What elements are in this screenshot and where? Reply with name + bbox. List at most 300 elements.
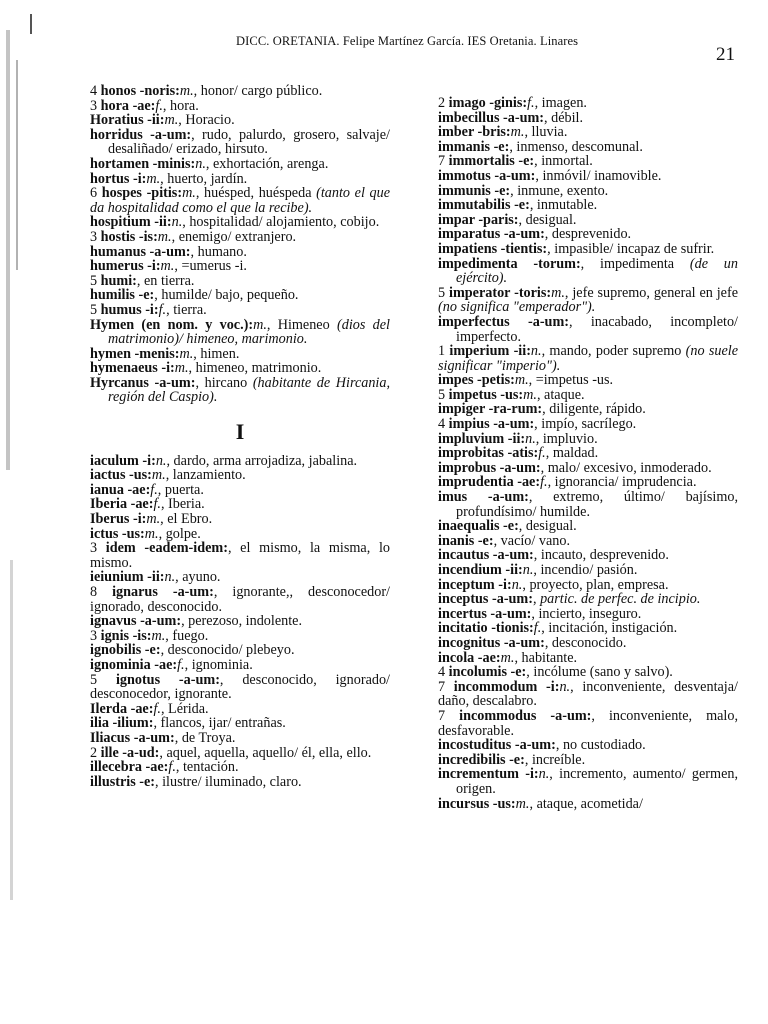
entry-lemma: impiger -ra-rum:	[438, 401, 543, 418]
frequency-number: 4	[438, 416, 446, 433]
entry-definition: , Lérida.	[160, 700, 209, 717]
entry-lemma: illecebra -ae:	[90, 759, 169, 776]
frequency-number: 2	[438, 95, 446, 111]
dictionary-entry	[438, 738, 738, 753]
entry-lemma: hortamen -minis:	[90, 155, 196, 172]
entry-lemma: ieiunium -ii:	[90, 569, 165, 586]
scan-mark	[10, 560, 13, 900]
dictionary-entry	[438, 490, 738, 519]
entry-definition: , desconocido.	[544, 634, 627, 651]
dictionary-entry	[438, 227, 738, 242]
entry-definition: , huésped, huéspeda	[195, 185, 312, 202]
dictionary-entry	[438, 111, 738, 126]
dictionary-entry	[438, 286, 738, 315]
dictionary-entry	[438, 402, 738, 417]
dictionary-entry	[90, 274, 390, 289]
frequency-number: 7	[438, 707, 446, 724]
entry-definition: , hospitalidad/ alojamiento, cobijo.	[182, 214, 380, 231]
entry-lemma: imus -a-um:	[438, 489, 529, 506]
entry-lemma: hostis -is:	[100, 228, 158, 245]
entry-definition: , desigual.	[518, 211, 577, 228]
entry-lemma: immutabilis -e:	[438, 197, 530, 214]
entry-definition: , ataque.	[536, 386, 585, 403]
entry-lemma: humus -i:	[100, 301, 159, 318]
entry-lemma: Iliacus -a-um:	[90, 729, 175, 746]
frequency-number: 7	[438, 678, 446, 695]
entry-definition: , débil.	[544, 109, 584, 126]
dictionary-entry	[90, 614, 390, 629]
entry-definition: , diligente, rápido.	[542, 401, 646, 418]
entry-lemma: incautus -a-um:	[438, 547, 534, 564]
dictionary-entry	[90, 245, 390, 260]
dictionary-entry	[90, 347, 390, 362]
dictionary-entry	[90, 186, 390, 215]
entry-definition: , impedimenta	[580, 255, 675, 272]
entry-lemma: impius -a-um:	[448, 416, 535, 433]
entry-lemma: improbus -a-um:	[438, 459, 541, 476]
entry-lemma: ilia -ilium:	[90, 715, 154, 732]
entry-definition: , himen.	[193, 345, 240, 362]
entry-lemma: inceptum -i:	[438, 576, 512, 593]
dictionary-entry	[90, 527, 390, 542]
frequency-number: 3	[90, 97, 98, 114]
dictionary-entry	[90, 454, 390, 469]
entry-note: (no significa "emperador").	[438, 299, 596, 316]
entry-lemma: humilis -e:	[90, 287, 155, 304]
entry-definition: , ignominia.	[184, 656, 253, 673]
grammar-label: f.	[540, 474, 548, 491]
entry-definition: , incierto, inseguro.	[531, 605, 642, 622]
entry-definition: , de Troya.	[174, 729, 236, 746]
entry-lemma: immotus -a-um:	[438, 167, 536, 184]
entry-definition: , vacío/ vano.	[493, 532, 571, 549]
entries-h	[90, 84, 390, 405]
dictionary-entry	[90, 230, 390, 245]
dictionary-entry	[90, 318, 390, 347]
entry-definition: , enemigo/ extranjero.	[171, 228, 297, 245]
grammar-label: n.	[155, 452, 167, 469]
grammar-label: n.	[171, 214, 183, 231]
entry-definition: , =impetus -us.	[528, 372, 614, 389]
entry-definition: , incitación, instigación.	[541, 620, 678, 637]
grammar-label: n.	[538, 766, 550, 783]
grammar-label: n.	[530, 343, 542, 360]
entry-lemma: ictus -us:	[90, 525, 145, 542]
dictionary-entry	[438, 621, 738, 636]
dictionary-entry	[438, 797, 738, 812]
frequency-number: 3	[90, 627, 98, 644]
entry-lemma: impes -petis:	[438, 372, 515, 389]
grammar-label: m.	[514, 372, 529, 389]
entry-definition: , fuego.	[165, 627, 209, 644]
entry-definition: , inconveniente, desventaja/ daño, descalabro.	[438, 678, 738, 710]
dictionary-entry	[90, 157, 390, 172]
grammar-label: m.	[179, 83, 194, 99]
entry-lemma: hospes -pitis:	[101, 185, 183, 202]
grammar-label: f.	[158, 301, 167, 318]
entry-lemma: Horatius -ii:	[90, 112, 165, 129]
grammar-label: m.	[157, 228, 172, 245]
grammar-label: m.	[523, 386, 537, 403]
entry-definition: , ayuno.	[175, 569, 221, 586]
entry-definition: , huerto, jardín.	[160, 170, 248, 187]
grammar-label: m.	[182, 185, 196, 202]
entry-lemma: incostuditus -a-um:	[438, 737, 556, 754]
entry-lemma: incommodum -i:	[453, 678, 560, 695]
entries-i	[90, 454, 390, 790]
scan-margin-marks	[0, 0, 40, 1024]
entry-note: partic. de perfec. de incipio.	[540, 591, 701, 608]
entry-definition: , rudo, palurdo, grosero, salvaje/ desaliñado/ erizado, hirsuto.	[108, 126, 390, 158]
entry-note: (de un ejército).	[456, 255, 738, 287]
entry-lemma: imperium -ii:	[449, 343, 531, 360]
entry-definition: ,	[532, 591, 537, 608]
entry-definition: , Himeneo	[266, 316, 330, 333]
dictionary-entry	[438, 257, 738, 286]
entry-note: (dios del matrimonio)/ himeneo, marimonio.	[108, 316, 390, 348]
entry-definition: , inmortal.	[534, 153, 593, 170]
dictionary-entry	[438, 563, 738, 578]
grammar-label: m.	[146, 170, 161, 187]
entry-definition: , inmenso, descomunal.	[509, 138, 643, 155]
scan-mark	[6, 30, 10, 470]
frequency-number: 6	[90, 185, 98, 202]
entry-lemma: iactus -us:	[90, 467, 152, 484]
entry-note: (no suele significar "imperio").	[438, 343, 738, 374]
dictionary-entry	[438, 125, 738, 140]
dictionary-entry	[90, 746, 390, 761]
dictionary-entry	[90, 643, 390, 658]
entry-lemma: improbitas -atis:	[438, 445, 539, 462]
dictionary-entry	[90, 128, 390, 157]
grammar-label: n.	[164, 569, 176, 586]
dictionary-entry	[90, 361, 390, 376]
entry-lemma: ignotus -a-um:	[115, 671, 220, 688]
grammar-label: n.	[522, 562, 534, 578]
entry-definition: , mando, poder supremo	[541, 343, 682, 360]
grammar-label: f.	[168, 759, 176, 776]
grammar-label: m.	[510, 124, 525, 141]
entry-lemma: ille -a-ud:	[100, 744, 160, 761]
dictionary-entry	[438, 154, 738, 169]
entry-note: (habitante de Hircania, región del Caspio).	[108, 374, 391, 406]
entry-lemma: imperfectus -a-um:	[438, 313, 569, 330]
entry-definition: , humano.	[190, 243, 247, 260]
dictionary-entry	[438, 388, 738, 403]
entry-definition: , honor/ cargo público.	[193, 83, 323, 99]
entry-lemma: Hymen (en nom. y voc.):	[90, 316, 254, 333]
dictionary-entry	[438, 242, 738, 257]
grammar-label: f.	[177, 656, 185, 673]
entry-definition: , ignorancia/ imprudencia.	[547, 474, 697, 491]
entry-lemma: ignominia -ae:	[90, 656, 178, 673]
grammar-label: n.	[511, 576, 523, 593]
dictionary-entry	[438, 475, 738, 490]
grammar-label: m.	[151, 627, 166, 644]
frequency-number: 7	[438, 153, 446, 170]
entry-lemma: hora -ae:	[100, 97, 156, 114]
frequency-number: 5	[438, 284, 446, 301]
grammar-label: m.	[164, 112, 179, 129]
entry-lemma: hymenaeus -i:	[90, 360, 175, 377]
entry-lemma: incitatio -tionis:	[438, 620, 534, 637]
grammar-label: f.	[155, 97, 163, 114]
entry-definition: , incólume (sano y salvo).	[526, 664, 673, 681]
entry-lemma: hortus -i:	[90, 170, 147, 187]
grammar-label: m.	[174, 360, 189, 377]
frequency-number: 3	[90, 228, 98, 245]
page-number: 21	[716, 44, 735, 65]
entry-definition: , en tierra.	[136, 272, 195, 289]
entry-definition: , lanzamiento.	[165, 467, 246, 484]
entry-lemma: immanis -e:	[438, 138, 510, 155]
dictionary-entry	[438, 198, 738, 213]
entry-lemma: incrementum -i:	[438, 766, 539, 783]
entry-lemma: inaequalis -e:	[438, 518, 519, 535]
dictionary-entry	[90, 512, 390, 527]
entry-note: (tanto el que da hospitalidad como el que la recibe).	[90, 185, 391, 216]
entry-definition: , habitante.	[514, 649, 578, 666]
section-letter: I	[235, 419, 245, 445]
entry-definition: , golpe.	[158, 525, 201, 542]
dictionary-entry	[438, 680, 738, 709]
dictionary-entry	[438, 578, 738, 593]
entry-definition: , Horacio.	[178, 112, 235, 129]
entry-lemma: hospitium -ii:	[90, 214, 172, 231]
entry-definition: , tierra.	[166, 301, 207, 318]
grammar-label: f.	[153, 496, 161, 513]
entry-definition: , proyecto, plan, empresa.	[522, 576, 669, 593]
entry-definition: , jefe supremo, general en jefe	[564, 284, 738, 301]
dictionary-entry	[438, 373, 738, 388]
entry-definition: , incauto, desprevenido.	[533, 547, 669, 564]
entry-definition: , impasible/ incapaz de sufrir.	[547, 240, 715, 257]
dictionary-entry	[438, 184, 738, 199]
dictionary-entry	[90, 570, 390, 585]
frequency-number: 5	[438, 386, 446, 403]
grammar-label: m.	[151, 467, 166, 484]
entry-lemma: humanus -a-um:	[90, 243, 191, 260]
dictionary-entry	[438, 651, 738, 666]
entry-definition: , inacabado, incompleto/ imperfecto.	[456, 313, 738, 345]
dictionary-entry	[438, 636, 738, 651]
dictionary-entry	[90, 288, 390, 303]
dictionary-entry	[90, 483, 390, 498]
grammar-label: m.	[551, 284, 565, 301]
dictionary-entry	[438, 315, 738, 344]
entry-definition: , flancos, ijar/ entrañas.	[153, 715, 286, 732]
entry-definition: , ataque, acometida/	[529, 795, 643, 812]
entry-definition: , desconocido/ plebeyo.	[160, 642, 295, 659]
dictionary-entry	[438, 753, 738, 768]
grammar-label: m.	[179, 345, 194, 362]
dictionary-entry	[90, 541, 390, 570]
entry-lemma: incolumis -e:	[448, 664, 527, 681]
entry-definition: , increíble.	[524, 751, 586, 768]
entry-lemma: immortalis -e:	[448, 153, 535, 170]
entry-definition: , perezoso, indolente.	[181, 613, 303, 630]
dictionary-entry	[90, 497, 390, 512]
entry-lemma: hymen -menis:	[90, 345, 180, 362]
scan-mark	[16, 60, 18, 270]
entry-lemma: incendium -ii:	[438, 562, 523, 578]
dictionary-entry	[438, 548, 738, 563]
entry-definition: , humilde/ bajo, pequeño.	[154, 287, 299, 304]
grammar-label: f.	[533, 620, 542, 637]
grammar-label: m.	[515, 795, 530, 812]
entry-lemma: inceptus -a-um:	[438, 591, 533, 608]
entry-definition: , el mismo, la misma, lo mismo.	[90, 540, 390, 571]
dictionary-entry	[438, 534, 738, 549]
entry-lemma: incertus -a-um:	[438, 605, 532, 622]
dictionary-entry	[438, 344, 738, 373]
frequency-number: 4	[438, 664, 446, 681]
entry-lemma: humerus -i:	[90, 258, 161, 275]
entry-lemma: imparatus -a-um:	[438, 226, 545, 243]
page-header: DICC. ORETANIA. Felipe Martínez García. IES Oretania. Linares	[236, 34, 579, 48]
entry-definition: , desprevenido.	[544, 226, 632, 243]
entry-definition: , exhortación, arenga.	[205, 155, 329, 172]
dictionary-entry	[90, 376, 390, 405]
dictionary-entry	[438, 519, 738, 534]
entry-lemma: immunis -e:	[438, 182, 511, 199]
dictionary-entry	[90, 760, 390, 775]
entry-lemma: Ilerda -ae:	[90, 700, 154, 717]
frequency-number: 4	[90, 83, 98, 99]
dictionary-entry	[438, 461, 738, 476]
dictionary-entry	[438, 432, 738, 447]
entry-definition: , malo/ excesivo, inmoderado.	[540, 459, 712, 476]
entry-definition: , himeneo, matrimonio.	[188, 360, 322, 377]
entry-lemma: impatiens -tientis:	[438, 240, 548, 257]
dictionary-entry	[438, 417, 738, 432]
entry-lemma: Hyrcanus -a-um:	[90, 374, 196, 391]
entry-lemma: ianua -ae:	[90, 481, 151, 498]
dictionary-entry	[438, 709, 738, 738]
dictionary-entry	[90, 84, 390, 99]
entry-definition: , inconveniente, malo, desfavorable.	[438, 707, 739, 739]
dictionary-entry	[90, 731, 390, 746]
entry-lemma: incommodus -a-um:	[459, 707, 592, 724]
dictionary-entry	[438, 96, 738, 111]
entry-definition: , =umerus -i.	[174, 258, 247, 275]
entry-definition: , incremento, aumento/ germen, origen.	[456, 766, 739, 797]
grammar-label: n.	[559, 678, 571, 695]
dictionary-entry	[90, 468, 390, 483]
entry-definition: , desigual.	[518, 518, 577, 535]
entry-definition: , desconocido, ignorado/ desconocedor, ignorante.	[90, 671, 390, 703]
grammar-label: n.	[195, 155, 206, 172]
dictionary-entry	[90, 775, 390, 790]
frequency-number: 2	[90, 744, 98, 761]
entry-lemma: incola -ae:	[438, 649, 501, 666]
entry-lemma: humi:	[100, 272, 137, 289]
entry-lemma: impedimenta -torum:	[438, 255, 581, 272]
entry-definition: , hora.	[162, 97, 199, 114]
entry-lemma: ignis -is:	[100, 627, 152, 644]
entry-definition: , tentación.	[175, 759, 239, 776]
dictionary-entry	[438, 140, 738, 155]
right-column	[438, 96, 738, 811]
entry-lemma: impluvium -ii:	[438, 430, 526, 447]
dictionary-entry	[90, 303, 390, 318]
dictionary-entry	[438, 592, 738, 607]
entry-definition: , no custodiado.	[555, 737, 646, 754]
frequency-number: 3	[90, 540, 98, 557]
dictionary-entry	[438, 665, 738, 680]
dictionary-entry	[438, 446, 738, 461]
entry-definition: , ilustre/ iluminado, claro.	[155, 773, 302, 790]
dictionary-entry	[90, 658, 390, 673]
entry-lemma: ignarus -a-um:	[112, 584, 214, 600]
entry-lemma: impetus -us:	[448, 386, 524, 403]
entry-lemma: incursus -us:	[438, 795, 516, 812]
entry-definition: , maldad.	[545, 445, 599, 462]
dictionary-entry	[90, 716, 390, 731]
entry-definition: , dardo, arma arrojadiza, jabalina.	[166, 452, 358, 469]
left-column	[90, 84, 390, 789]
entry-lemma: honos -noris:	[100, 83, 180, 99]
entry-definition: , imagen.	[534, 95, 587, 111]
entry-definition: , puerta.	[157, 481, 204, 498]
frequency-number: 5	[90, 301, 98, 318]
entry-lemma: imprudentia -ae:	[438, 474, 541, 491]
entry-lemma: incognitus -a-um:	[438, 634, 545, 651]
entry-lemma: ignobilis -e:	[90, 642, 161, 659]
entry-definition: , impluvio.	[535, 430, 598, 447]
entry-definition: , inmune, exento.	[510, 182, 609, 199]
grammar-label: f.	[150, 481, 158, 498]
dictionary-entry	[438, 213, 738, 228]
entry-lemma: imperator -toris:	[449, 284, 552, 301]
entry-lemma: Iberus -i:	[90, 511, 147, 528]
entry-lemma: illustris -e:	[90, 773, 156, 790]
entry-lemma: impar -paris:	[438, 211, 519, 228]
dictionary-entry	[90, 585, 390, 614]
dictionary-entry	[438, 607, 738, 622]
entry-lemma: imber -bris:	[438, 124, 511, 141]
dictionary-entry	[438, 767, 738, 796]
grammar-label: m.	[146, 511, 161, 528]
frequency-number: 8	[90, 584, 98, 600]
grammar-label: m.	[253, 316, 267, 333]
dictionary-entry	[90, 99, 390, 114]
entries-i-continued	[438, 96, 738, 811]
entry-lemma: imbecillus -a-um:	[438, 109, 545, 126]
scan-mark	[30, 14, 32, 34]
entry-definition: , Iberia.	[160, 496, 205, 513]
entry-definition: , incendio/ pasión.	[533, 562, 638, 578]
frequency-number: 5	[90, 272, 98, 289]
entry-definition: , el Ebro.	[160, 511, 213, 528]
entry-definition: , hircano	[195, 374, 248, 391]
entry-definition: , impío, sacrílego.	[534, 416, 637, 433]
entry-lemma: horridus -a-um:	[90, 126, 192, 143]
dictionary-entry	[90, 673, 390, 702]
grammar-label: f.	[527, 95, 535, 111]
entry-lemma: imago -ginis:	[448, 95, 528, 111]
grammar-label: f.	[153, 700, 161, 717]
dictionary-entry	[90, 629, 390, 644]
dictionary-entry	[438, 169, 738, 184]
dictionary-entry	[90, 215, 390, 230]
grammar-label: f.	[538, 445, 546, 462]
grammar-label: m.	[144, 525, 159, 542]
entry-definition: , ignorante,, desconocedor/ ignorado, desconocido.	[90, 584, 390, 615]
dictionary-entry	[90, 259, 390, 274]
grammar-label: n.	[525, 430, 536, 447]
frequency-number: 1	[438, 343, 446, 360]
